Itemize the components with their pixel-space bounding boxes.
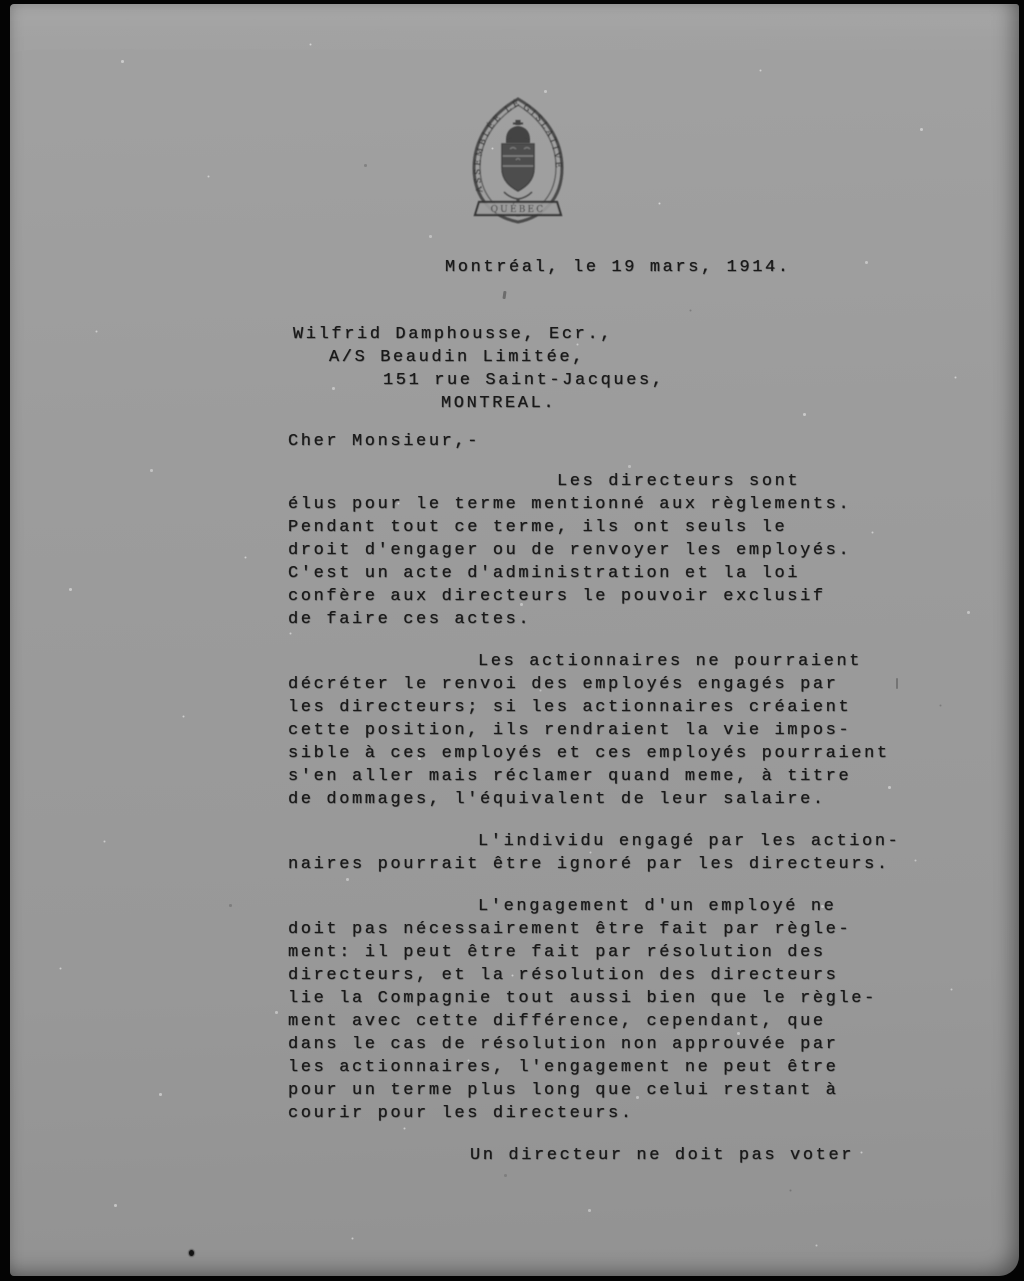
legislative-assembly-seal bbox=[466, 96, 570, 230]
letter-line: lie la Compagnie tout aussi bien que le règle- bbox=[288, 989, 877, 1008]
letter-line: Pendant tout ce terme, ils ont seuls le bbox=[288, 518, 788, 537]
letter-line: C'est un acte d'administration et la loi bbox=[288, 564, 801, 583]
letter-line: les directeurs; si les actionnaires créaient bbox=[288, 698, 852, 717]
letter-line: L'engagement d'un employé ne bbox=[478, 897, 837, 916]
seal-arc-text: ASSEMBLÉE LÉGISLATIVE bbox=[473, 98, 563, 194]
letter-line: de faire ces actes. bbox=[288, 610, 532, 629]
letter-line: les actionnaires, l'engagement ne peut être bbox=[288, 1058, 839, 1077]
paragraph-5 bbox=[288, 1144, 948, 1167]
letter-line: élus pour le terme mentionné aux règlements. bbox=[288, 495, 852, 514]
letter-line: dans le cas de résolution non approuvée par bbox=[288, 1035, 839, 1054]
laurel-sprigs bbox=[504, 192, 532, 202]
letter-line: ment avec cette différence, cependant, que bbox=[288, 1012, 826, 1031]
letter-line: ment: il peut être fait par résolution des bbox=[288, 943, 826, 962]
paragraph-4 bbox=[288, 895, 948, 1125]
recipient-city: MONTREAL. bbox=[441, 394, 557, 413]
letter-line: courir pour les directeurs. bbox=[288, 1104, 634, 1123]
scan-scratch-artifact bbox=[896, 678, 898, 689]
letter-line: s'en aller mais réclamer quand meme, à titre bbox=[288, 767, 852, 786]
letter-line: Les directeurs sont bbox=[557, 472, 801, 491]
letter-line: Les actionnaires ne pourraient bbox=[478, 652, 863, 671]
letter-line: L'individu engagé par les action- bbox=[478, 832, 901, 851]
scan-dust-speckles bbox=[0, 0, 1, 1]
recipient-company: A/S Beaudin Limitée, bbox=[329, 348, 586, 367]
letter-line: naires pourrait être ignoré par les directeurs. bbox=[288, 855, 890, 874]
crown-icon bbox=[506, 120, 530, 143]
paragraph-1 bbox=[288, 470, 948, 631]
letter-line: droit d'engager ou de renvoyer les employés. bbox=[288, 541, 852, 560]
recipient-name: Wilfrid Damphousse, Ecr., bbox=[293, 325, 614, 344]
letter-body bbox=[288, 430, 948, 1167]
letter-line: doit pas nécessairement être fait par règle- bbox=[288, 920, 852, 939]
letter-line: cette position, ils rendraient la vie impos- bbox=[288, 721, 852, 740]
letter-line: Un directeur ne doit pas voter bbox=[470, 1146, 855, 1165]
seal-banner-text: QUÉBEC bbox=[490, 205, 546, 215]
letter-line: directeurs, et la résolution des directeurs bbox=[288, 966, 839, 985]
salutation: Cher Monsieur,- bbox=[288, 432, 481, 451]
ink-dot-artifact bbox=[189, 1250, 194, 1256]
shield-icon bbox=[502, 144, 534, 191]
letter-line: de dommages, l'équivalent de leur salaire. bbox=[288, 790, 826, 809]
paragraph-3 bbox=[288, 830, 948, 876]
paragraph-2 bbox=[288, 650, 948, 811]
letter-line: sible à ces employés et ces employés pourraient bbox=[288, 744, 890, 763]
recipient-street: 151 rue Saint-Jacques, bbox=[383, 371, 665, 390]
letter-line: pour un terme plus long que celui restant à bbox=[288, 1081, 839, 1100]
date-line: Montréal, le 19 mars, 1914. bbox=[445, 258, 791, 277]
recipient-address bbox=[293, 323, 665, 415]
letter-line: confère aux directeurs le pouvoir exclusif bbox=[288, 587, 826, 606]
seal-banner bbox=[475, 202, 561, 215]
letter-line: décréter le renvoi des employés engagés par bbox=[288, 675, 839, 694]
